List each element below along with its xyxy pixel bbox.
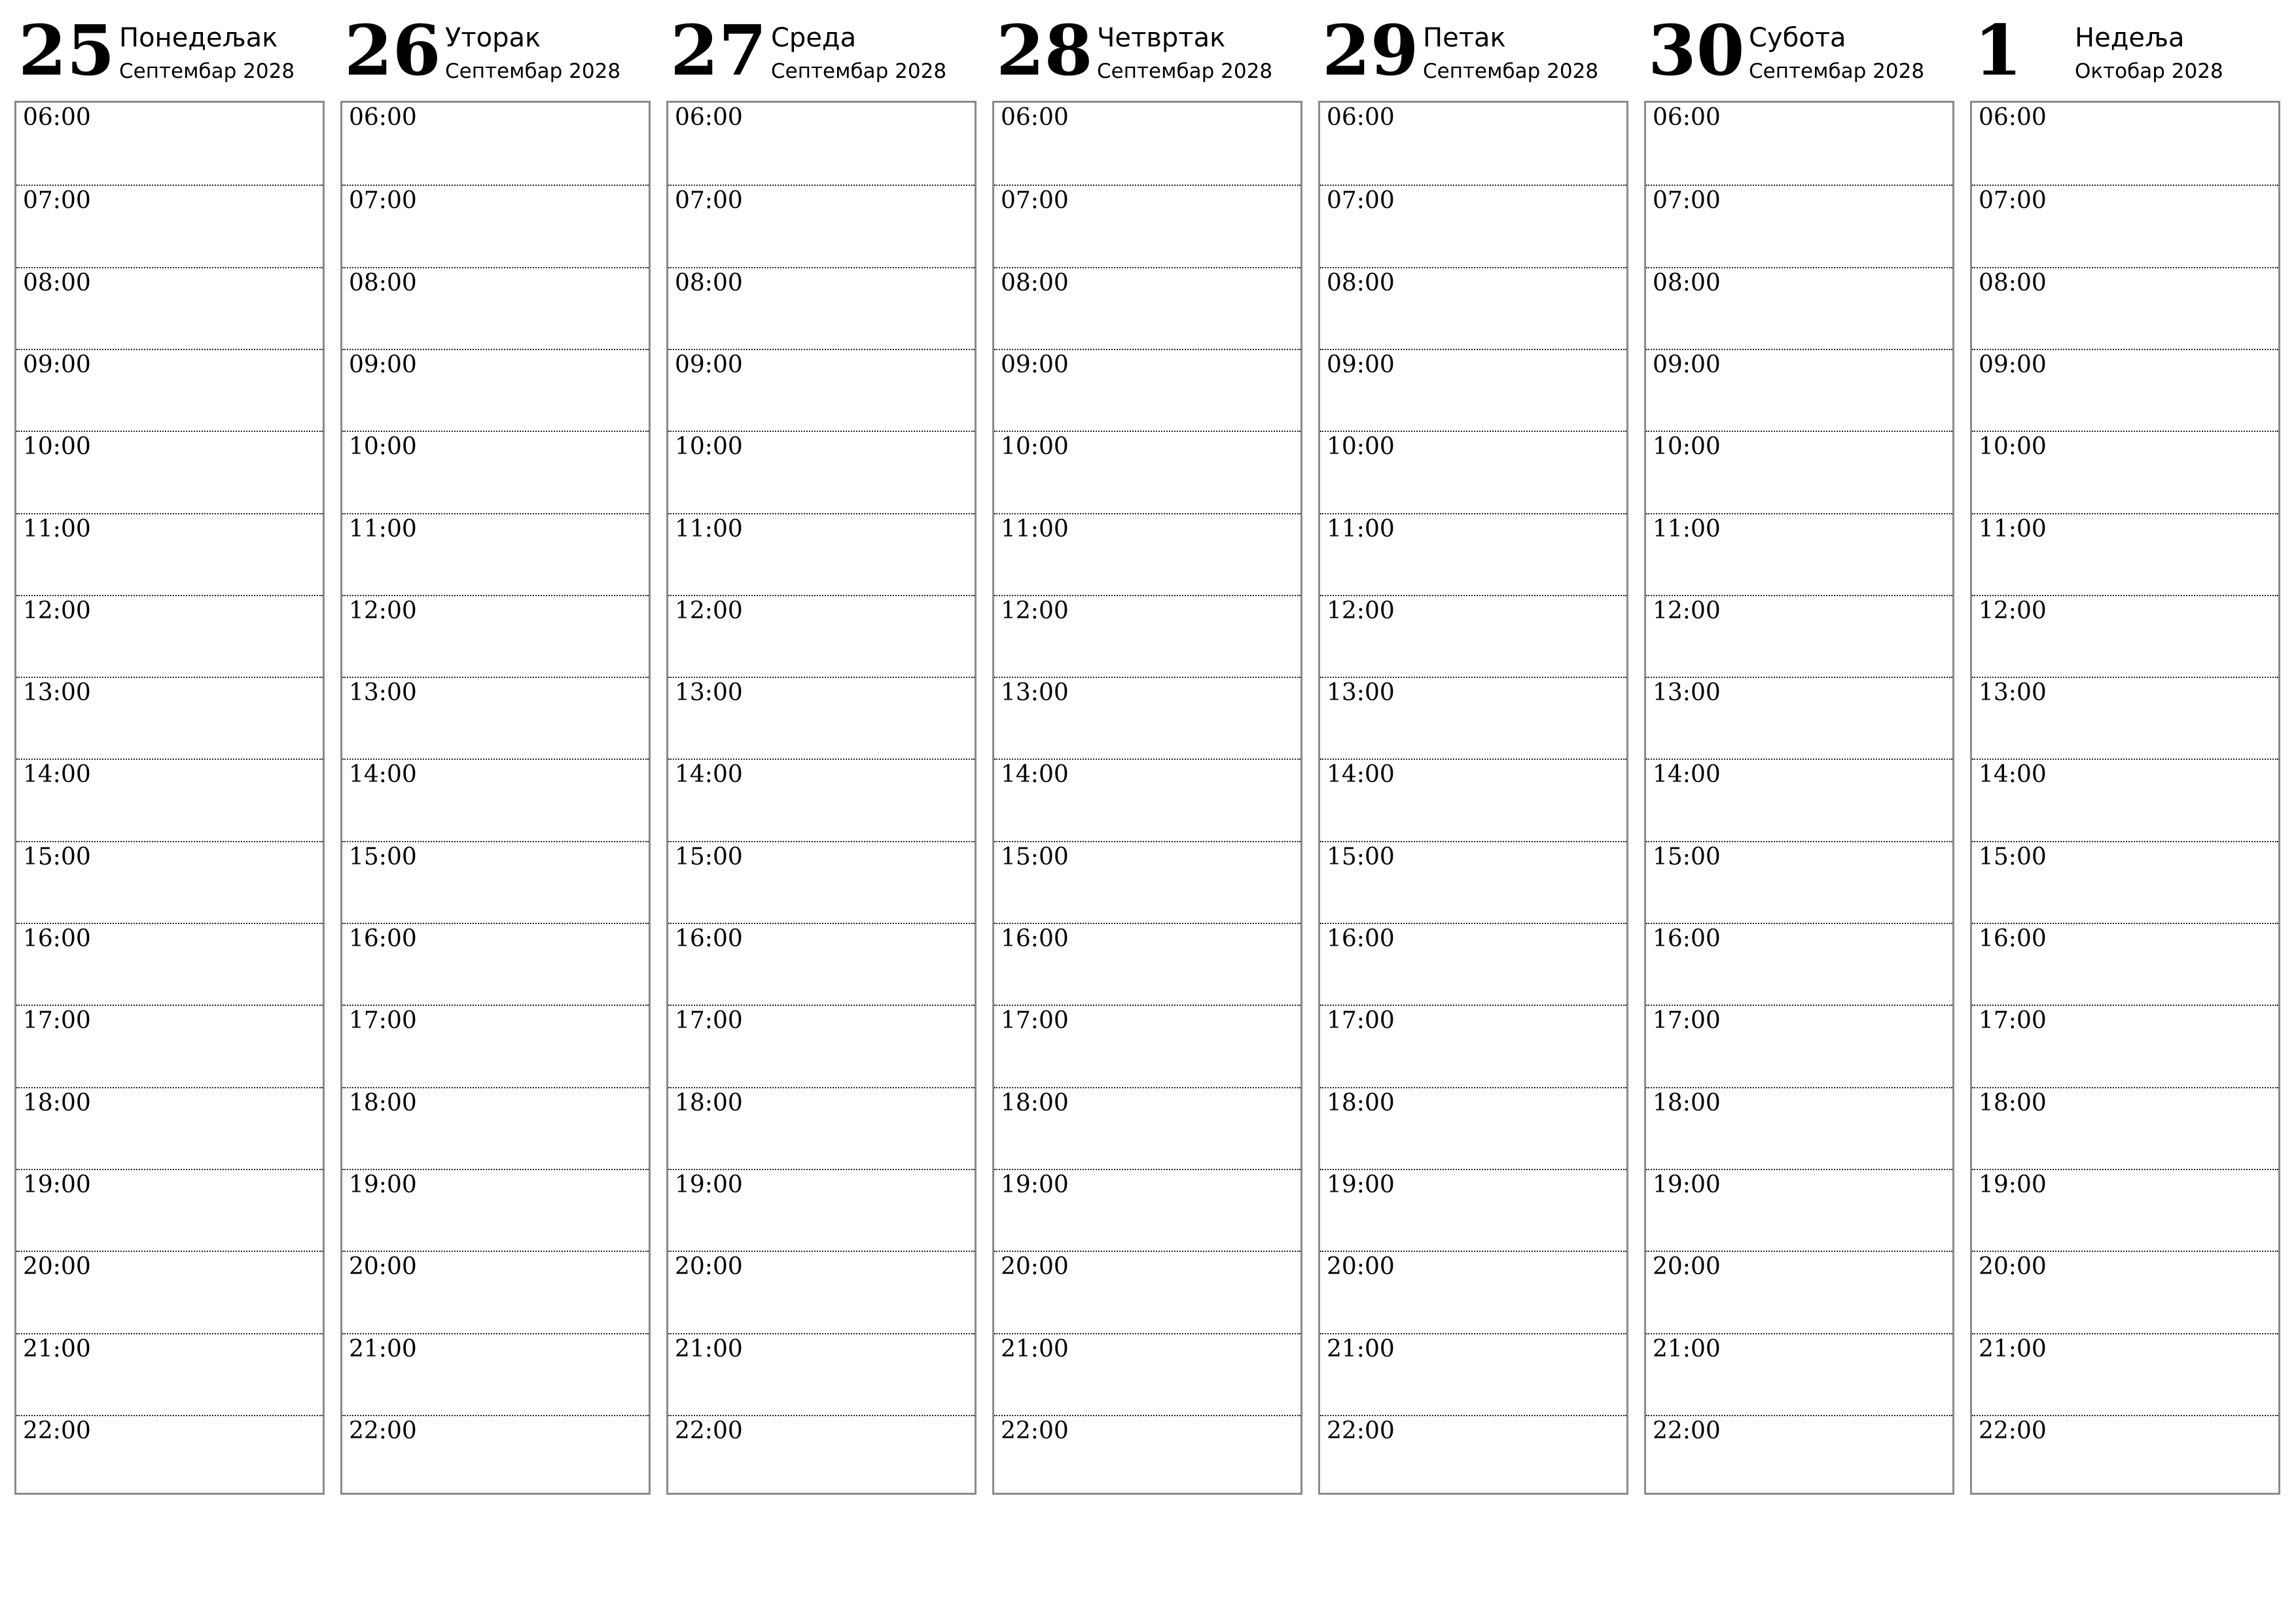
day-schedule-box <box>1970 101 2280 1495</box>
hour-slot[interactable] <box>342 923 649 1005</box>
hour-slot[interactable] <box>1320 431 1626 512</box>
hour-slot[interactable] <box>342 841 649 923</box>
hour-slot[interactable] <box>1972 758 2278 840</box>
day-month-year: Септембар 2028 <box>1097 60 1273 83</box>
hour-label: 17:00 <box>349 1007 417 1035</box>
hour-label: 15:00 <box>349 843 417 870</box>
hour-slot[interactable] <box>1972 349 2278 431</box>
hour-label: 08:00 <box>349 269 417 296</box>
hour-label: 20:00 <box>1979 1253 2047 1281</box>
hour-slot[interactable] <box>994 595 1300 677</box>
hour-slot[interactable] <box>342 1251 649 1332</box>
hour-label: 08:00 <box>1979 269 2047 296</box>
hour-slot[interactable] <box>994 267 1300 349</box>
hour-slot[interactable] <box>1320 1333 1626 1415</box>
hour-slot[interactable] <box>1646 758 1952 840</box>
hour-slot[interactable] <box>1972 595 2278 677</box>
hour-slot[interactable] <box>1972 1087 2278 1169</box>
hour-slot[interactable] <box>994 1169 1300 1251</box>
hour-label: 22:00 <box>1979 1417 2047 1444</box>
hour-label: 19:00 <box>1979 1171 2047 1198</box>
hour-label: 13:00 <box>1979 679 2047 707</box>
hour-slot[interactable] <box>1972 1169 2278 1251</box>
day-name: Петак <box>1423 23 1506 53</box>
hour-slot[interactable] <box>1972 185 2278 266</box>
hour-label: 08:00 <box>1001 269 1069 296</box>
hour-label: 09:00 <box>349 351 417 378</box>
hour-slot[interactable] <box>994 349 1300 431</box>
hour-label: 18:00 <box>1001 1089 1069 1116</box>
hour-slot[interactable] <box>16 185 323 266</box>
hour-slot[interactable] <box>342 431 649 512</box>
hour-slot[interactable] <box>1320 1087 1626 1169</box>
hour-label: 22:00 <box>675 1417 743 1444</box>
hour-slot[interactable] <box>16 1415 323 1497</box>
hour-slot[interactable] <box>668 1005 975 1086</box>
hour-label: 11:00 <box>1979 515 2047 543</box>
hour-label: 06:00 <box>349 104 417 131</box>
hour-slot[interactable] <box>668 349 975 431</box>
hour-slot[interactable] <box>1972 431 2278 512</box>
hour-label: 07:00 <box>1653 187 1721 215</box>
hour-slot[interactable] <box>1320 923 1626 1005</box>
day-number: 29 <box>1322 9 1419 91</box>
hour-label: 07:00 <box>349 187 417 215</box>
day-schedule-box <box>1644 101 1954 1495</box>
hour-label: 20:00 <box>349 1253 417 1281</box>
hour-label: 10:00 <box>1653 433 1721 461</box>
hour-slot[interactable] <box>668 103 975 185</box>
hour-slot[interactable] <box>342 1415 649 1497</box>
hour-label: 11:00 <box>1001 515 1069 543</box>
day-number: 28 <box>996 9 1093 91</box>
hour-label: 20:00 <box>1653 1253 1721 1281</box>
hour-slot[interactable] <box>1320 349 1626 431</box>
hour-label: 20:00 <box>675 1253 743 1281</box>
hour-label: 12:00 <box>349 597 417 624</box>
hour-slot[interactable] <box>994 1005 1300 1086</box>
day-number: 26 <box>344 9 441 91</box>
hour-label: 07:00 <box>1327 187 1395 215</box>
hour-label: 10:00 <box>349 433 417 461</box>
hour-slot[interactable] <box>1320 677 1626 758</box>
hour-slot[interactable] <box>16 1251 323 1332</box>
hour-slot[interactable] <box>994 431 1300 512</box>
hour-slot[interactable] <box>1972 677 2278 758</box>
hour-label: 13:00 <box>1653 679 1721 707</box>
hour-label: 12:00 <box>1979 597 2047 624</box>
hour-slot[interactable] <box>342 267 649 349</box>
hour-label: 08:00 <box>1327 269 1395 296</box>
hour-slot[interactable] <box>668 185 975 266</box>
hour-label: 06:00 <box>1001 104 1069 131</box>
hour-label: 19:00 <box>23 1171 91 1198</box>
hour-label: 15:00 <box>1001 843 1069 870</box>
hour-slot[interactable] <box>16 923 323 1005</box>
hour-label: 14:00 <box>1327 761 1395 789</box>
hour-label: 12:00 <box>23 597 91 624</box>
hour-label: 15:00 <box>1653 843 1721 870</box>
hour-label: 10:00 <box>675 433 743 461</box>
day-month-year: Септембар 2028 <box>119 60 295 83</box>
hour-label: 09:00 <box>1001 351 1069 378</box>
day-schedule-box <box>992 101 1302 1495</box>
hour-label: 17:00 <box>1979 1007 2047 1035</box>
day-name: Понедељак <box>119 23 278 53</box>
hour-label: 10:00 <box>1327 433 1395 461</box>
hour-label: 17:00 <box>23 1007 91 1035</box>
hour-slot[interactable] <box>16 349 323 431</box>
hour-slot[interactable] <box>668 758 975 840</box>
hour-label: 19:00 <box>1001 1171 1069 1198</box>
hour-slot[interactable] <box>16 1087 323 1169</box>
day-month-year: Септембар 2028 <box>1749 60 1925 83</box>
hour-label: 18:00 <box>1327 1089 1395 1116</box>
hour-slot[interactable] <box>994 758 1300 840</box>
hour-label: 17:00 <box>675 1007 743 1035</box>
day-header <box>340 0 652 98</box>
hour-slot[interactable] <box>1646 841 1952 923</box>
hour-slot[interactable] <box>994 1415 1300 1497</box>
hour-slot[interactable] <box>668 1415 975 1497</box>
hour-label: 19:00 <box>675 1171 743 1198</box>
hour-label: 12:00 <box>675 597 743 624</box>
hour-label: 21:00 <box>1001 1335 1069 1363</box>
day-number: 27 <box>670 9 767 91</box>
hour-slot[interactable] <box>1646 923 1952 1005</box>
hour-label: 22:00 <box>1001 1417 1069 1444</box>
hour-label: 15:00 <box>23 843 91 870</box>
hour-slot[interactable] <box>1320 595 1626 677</box>
hour-slot[interactable] <box>994 923 1300 1005</box>
hour-label: 11:00 <box>1653 515 1721 543</box>
hour-label: 16:00 <box>1327 925 1395 952</box>
hour-slot[interactable] <box>342 185 649 266</box>
hour-label: 20:00 <box>1327 1253 1395 1281</box>
hour-slot[interactable] <box>668 841 975 923</box>
hour-label: 09:00 <box>23 351 91 378</box>
hour-slot[interactable] <box>1646 1333 1952 1415</box>
hour-slot[interactable] <box>668 431 975 512</box>
hour-slot[interactable] <box>994 677 1300 758</box>
hour-slot[interactable] <box>1320 841 1626 923</box>
hour-slot[interactable] <box>1646 349 1952 431</box>
hour-label: 12:00 <box>1327 597 1395 624</box>
hour-label: 10:00 <box>1979 433 2047 461</box>
hour-slot[interactable] <box>1646 1005 1952 1086</box>
hour-slot[interactable] <box>342 1333 649 1415</box>
hour-label: 19:00 <box>1327 1171 1395 1198</box>
hour-label: 16:00 <box>1001 925 1069 952</box>
hour-slot[interactable] <box>342 677 649 758</box>
hour-slot[interactable] <box>668 513 975 595</box>
hour-slot[interactable] <box>1646 185 1952 266</box>
hour-label: 09:00 <box>1653 351 1721 378</box>
hour-label: 10:00 <box>23 433 91 461</box>
hour-slot[interactable] <box>1646 1087 1952 1169</box>
day-header <box>14 0 326 98</box>
hour-label: 11:00 <box>349 515 417 543</box>
hour-label: 07:00 <box>1001 187 1069 215</box>
day-schedule-box <box>666 101 977 1495</box>
hour-label: 11:00 <box>675 515 743 543</box>
day-number: 30 <box>1648 9 1745 91</box>
hour-label: 17:00 <box>1653 1007 1721 1035</box>
hour-label: 22:00 <box>1653 1417 1721 1444</box>
day-number: 25 <box>18 9 115 91</box>
hour-slot[interactable] <box>994 1087 1300 1169</box>
hour-label: 16:00 <box>1653 925 1721 952</box>
hour-label: 18:00 <box>1653 1089 1721 1116</box>
hour-slot[interactable] <box>16 431 323 512</box>
hour-label: 18:00 <box>349 1089 417 1116</box>
hour-label: 06:00 <box>1653 104 1721 131</box>
hour-slot[interactable] <box>994 1333 1300 1415</box>
day-month-year: Септембар 2028 <box>445 60 621 83</box>
hour-slot[interactable] <box>342 595 649 677</box>
hour-slot[interactable] <box>16 267 323 349</box>
hour-label: 14:00 <box>675 761 743 789</box>
day-name: Среда <box>771 23 857 53</box>
hour-label: 14:00 <box>1001 761 1069 789</box>
hour-label: 12:00 <box>1001 597 1069 624</box>
hour-label: 09:00 <box>675 351 743 378</box>
hour-slot[interactable] <box>1972 513 2278 595</box>
hour-slot[interactable] <box>1646 513 1952 595</box>
hour-label: 06:00 <box>675 104 743 131</box>
hour-label: 15:00 <box>1979 843 2047 870</box>
hour-label: 07:00 <box>675 187 743 215</box>
hour-label: 22:00 <box>23 1417 91 1444</box>
hour-slot[interactable] <box>16 1169 323 1251</box>
day-month-year: Септембар 2028 <box>1423 60 1599 83</box>
hour-label: 13:00 <box>675 679 743 707</box>
hour-slot[interactable] <box>1972 841 2278 923</box>
hour-slot[interactable] <box>1646 595 1952 677</box>
hour-label: 16:00 <box>349 925 417 952</box>
hour-slot[interactable] <box>1320 1169 1626 1251</box>
hour-label: 13:00 <box>1001 679 1069 707</box>
hour-slot[interactable] <box>994 513 1300 595</box>
hour-label: 07:00 <box>1979 187 2047 215</box>
hour-label: 19:00 <box>1653 1171 1721 1198</box>
hour-label: 13:00 <box>23 679 91 707</box>
hour-label: 18:00 <box>1979 1089 2047 1116</box>
hour-slot[interactable] <box>1646 677 1952 758</box>
hour-slot[interactable] <box>16 758 323 840</box>
hour-slot[interactable] <box>16 513 323 595</box>
hour-label: 20:00 <box>23 1253 91 1281</box>
hour-label: 18:00 <box>675 1089 743 1116</box>
hour-label: 13:00 <box>349 679 417 707</box>
hour-slot[interactable] <box>1972 1333 2278 1415</box>
day-month-year: Октобар 2028 <box>2075 60 2223 83</box>
hour-slot[interactable] <box>1320 185 1626 266</box>
hour-label: 16:00 <box>23 925 91 952</box>
hour-slot[interactable] <box>1972 267 2278 349</box>
hour-slot[interactable] <box>668 1333 975 1415</box>
hour-label: 08:00 <box>1653 269 1721 296</box>
day-header <box>666 0 978 98</box>
hour-slot[interactable] <box>668 1251 975 1332</box>
hour-label: 13:00 <box>1327 679 1395 707</box>
hour-slot[interactable] <box>1972 1251 2278 1332</box>
hour-label: 06:00 <box>1979 104 2047 131</box>
hour-slot[interactable] <box>1646 103 1952 185</box>
hour-label: 15:00 <box>675 843 743 870</box>
hour-slot[interactable] <box>1320 758 1626 840</box>
hour-label: 11:00 <box>23 515 91 543</box>
hour-slot[interactable] <box>1646 1415 1952 1497</box>
hour-slot[interactable] <box>342 1169 649 1251</box>
hour-slot[interactable] <box>342 103 649 185</box>
hour-slot[interactable] <box>1646 431 1952 512</box>
day-name: Недеља <box>2075 23 2185 53</box>
hour-slot[interactable] <box>1646 1251 1952 1332</box>
hour-label: 10:00 <box>1001 433 1069 461</box>
hour-label: 15:00 <box>1327 843 1395 870</box>
hour-label: 21:00 <box>1979 1335 2047 1363</box>
hour-label: 14:00 <box>23 761 91 789</box>
hour-label: 21:00 <box>1653 1335 1721 1363</box>
day-header <box>1970 0 2282 98</box>
hour-slot[interactable] <box>1320 1415 1626 1497</box>
hour-label: 17:00 <box>1001 1007 1069 1035</box>
hour-slot[interactable] <box>1320 1251 1626 1332</box>
hour-slot[interactable] <box>342 1005 649 1086</box>
hour-slot[interactable] <box>1972 923 2278 1005</box>
hour-slot[interactable] <box>1972 1415 2278 1497</box>
hour-label: 06:00 <box>23 104 91 131</box>
hour-label: 21:00 <box>675 1335 743 1363</box>
hour-label: 14:00 <box>1979 761 2047 789</box>
hour-label: 22:00 <box>1327 1417 1395 1444</box>
hour-slot[interactable] <box>994 103 1300 185</box>
hour-label: 21:00 <box>349 1335 417 1363</box>
hour-label: 12:00 <box>1653 597 1721 624</box>
hour-label: 09:00 <box>1979 351 2047 378</box>
hour-label: 20:00 <box>1001 1253 1069 1281</box>
hour-label: 22:00 <box>349 1417 417 1444</box>
hour-label: 08:00 <box>675 269 743 296</box>
hour-slot[interactable] <box>1972 103 2278 185</box>
day-header <box>992 0 1304 98</box>
hour-slot[interactable] <box>342 1087 649 1169</box>
day-schedule-box <box>1318 101 1628 1495</box>
day-name: Четвртак <box>1097 23 1226 53</box>
hour-label: 19:00 <box>349 1171 417 1198</box>
day-name: Уторак <box>445 23 541 53</box>
hour-slot[interactable] <box>1972 1005 2278 1086</box>
hour-slot[interactable] <box>994 185 1300 266</box>
hour-label: 18:00 <box>23 1089 91 1116</box>
hour-label: 16:00 <box>1979 925 2047 952</box>
day-header <box>1318 0 1630 98</box>
hour-slot[interactable] <box>16 841 323 923</box>
hour-slot[interactable] <box>1646 1169 1952 1251</box>
hour-label: 21:00 <box>23 1335 91 1363</box>
hour-slot[interactable] <box>16 1005 323 1086</box>
hour-slot[interactable] <box>16 595 323 677</box>
hour-label: 14:00 <box>1653 761 1721 789</box>
hour-slot[interactable] <box>16 677 323 758</box>
hour-slot[interactable] <box>342 513 649 595</box>
hour-slot[interactable] <box>1320 513 1626 595</box>
hour-slot[interactable] <box>342 758 649 840</box>
hour-slot[interactable] <box>16 103 323 185</box>
hour-label: 17:00 <box>1327 1007 1395 1035</box>
day-month-year: Септембар 2028 <box>771 60 947 83</box>
hour-slot[interactable] <box>994 1251 1300 1332</box>
hour-label: 21:00 <box>1327 1335 1395 1363</box>
hour-slot[interactable] <box>668 1087 975 1169</box>
day-schedule-box <box>340 101 651 1495</box>
hour-label: 14:00 <box>349 761 417 789</box>
hour-slot[interactable] <box>668 923 975 1005</box>
hour-label: 08:00 <box>23 269 91 296</box>
hour-slot[interactable] <box>668 267 975 349</box>
hour-label: 09:00 <box>1327 351 1395 378</box>
hour-slot[interactable] <box>342 349 649 431</box>
hour-slot[interactable] <box>1646 267 1952 349</box>
hour-slot[interactable] <box>1320 267 1626 349</box>
day-schedule-box <box>14 101 325 1495</box>
hour-slot[interactable] <box>994 841 1300 923</box>
hour-label: 16:00 <box>675 925 743 952</box>
hour-slot[interactable] <box>668 677 975 758</box>
day-name: Субота <box>1749 23 1846 53</box>
day-number: 1 <box>1974 9 2022 91</box>
hour-label: 07:00 <box>23 187 91 215</box>
hour-slot[interactable] <box>1320 103 1626 185</box>
hour-slot[interactable] <box>16 1333 323 1415</box>
hour-label: 06:00 <box>1327 104 1395 131</box>
hour-label: 11:00 <box>1327 515 1395 543</box>
hour-slot[interactable] <box>1320 1005 1626 1086</box>
hour-slot[interactable] <box>668 1169 975 1251</box>
day-header <box>1644 0 1956 98</box>
hour-slot[interactable] <box>668 595 975 677</box>
